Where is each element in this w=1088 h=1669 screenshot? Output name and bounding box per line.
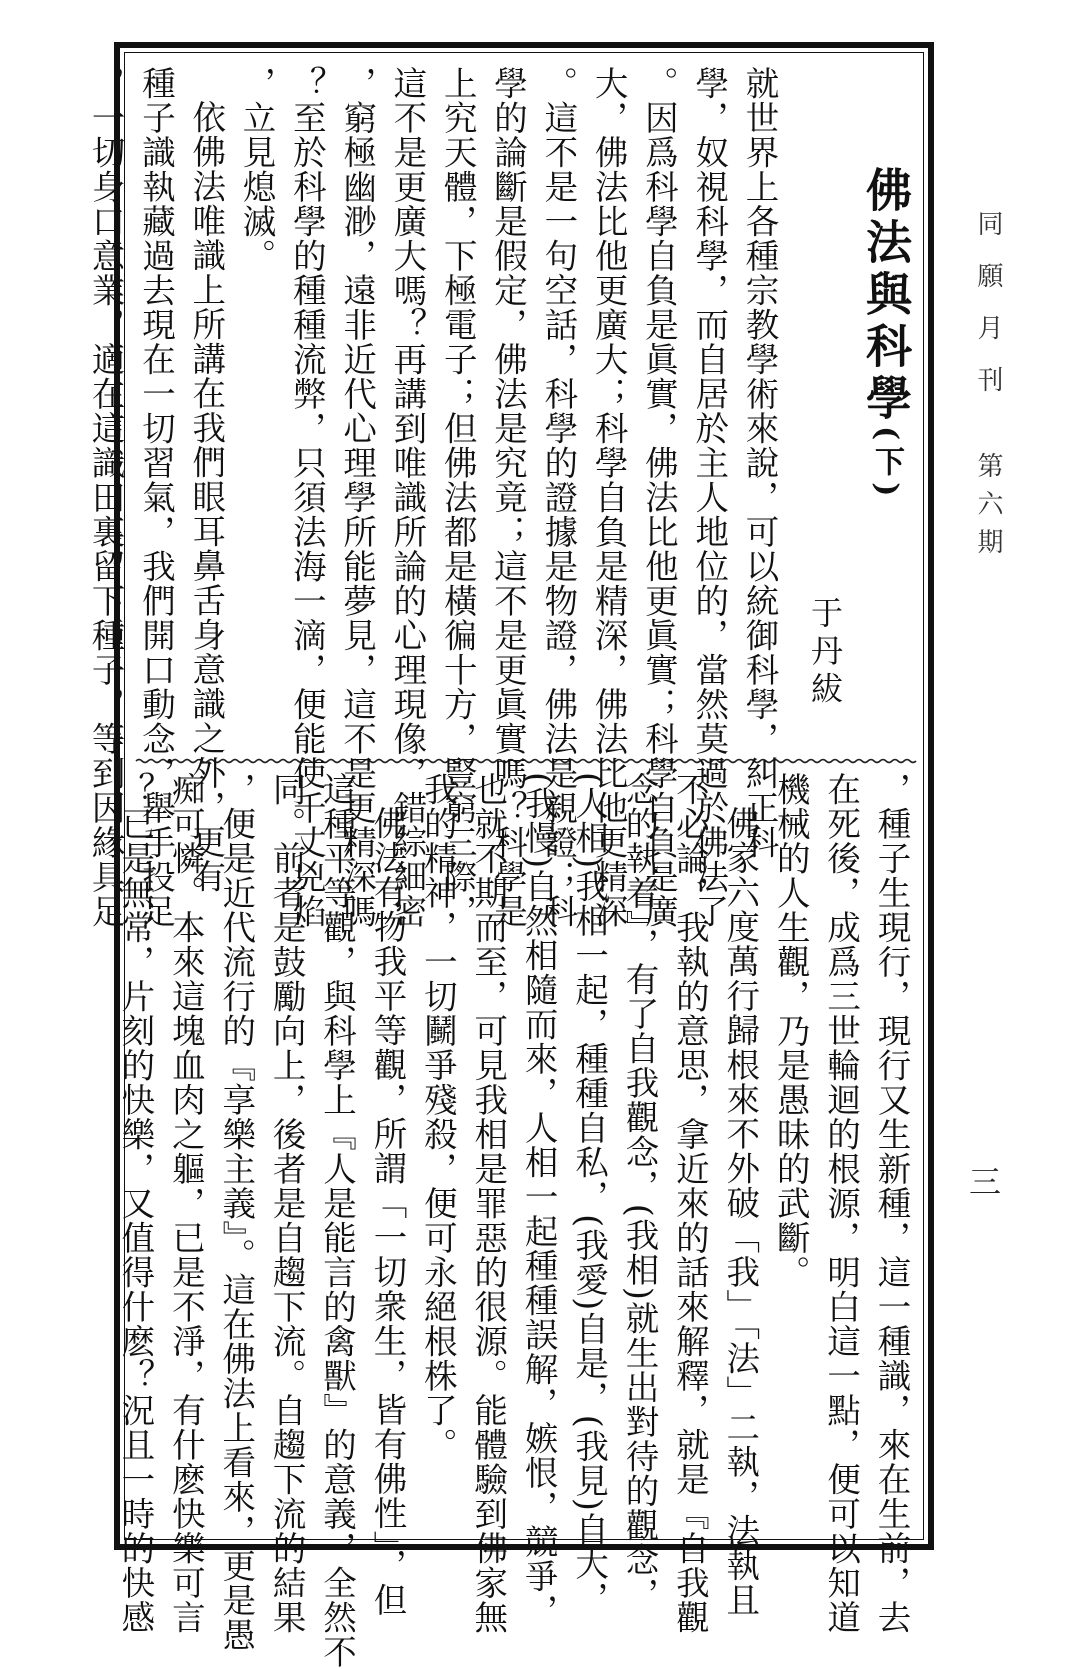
text-column: 就世界上各種宗教學術來說，可以統御科學，糾正科: [740, 66, 779, 860]
page-number: 三: [964, 1165, 1002, 1197]
text-column: ？已是無常，片刻的快樂，又值得什麽？況且一時的快感: [115, 772, 155, 1635]
lower-text-block: [115, 772, 916, 1669]
text-column: 。因爲科學自負是眞實，佛法比他更眞實；科學自負是廣: [639, 66, 679, 929]
text-column: 念的執着』，有了自我觀念，(我相)就生出對待的觀念，: [619, 772, 659, 1612]
text-column: 種子識執藏過去現在一切習氣，我們開口動念，舉手投足: [136, 66, 176, 929]
text-column: 大，佛法比他更廣大；科學自負是精深，佛法比他更精深: [589, 66, 629, 929]
text-column: ，立見熄滅。: [237, 66, 277, 273]
journal-name: 同願月刊: [973, 210, 1003, 418]
text-column: 同。前者是鼓勵向上，後者是自趨下流。自趨下流的結果: [267, 772, 307, 1635]
text-column: 依佛法唯識上所講在我們眼耳鼻舌身意識之外，更有: [186, 100, 226, 894]
text-column: 也就不期而至，可見我相是罪惡的很源。能體驗到佛家無: [468, 772, 508, 1635]
text-column: 不必論，我執的意思，拿近來的話來解釋，就是『自我觀: [670, 772, 710, 1635]
article-title: [856, 166, 916, 750]
text-column: 佛法有物我平等觀，所謂「一切衆生，皆有佛性」，但: [367, 806, 407, 1618]
text-column: 我的精神，一切鬭爭殘殺，便可永絕根株了。: [418, 772, 458, 1462]
text-column: 學，奴視科學，而自居於主人地位的，當然莫過於佛法了: [689, 66, 729, 929]
text-column: 上究天體，下極電子；但佛法都是橫徧十方，豎窮三際，: [438, 66, 478, 929]
text-column: ，一切身口意業，適在這識田裏留下種子，等到因緣具足: [86, 66, 126, 929]
text-column: 佛家六度萬行歸根來不外破「我」「法」二執，法執且: [720, 806, 760, 1618]
text-column: ，窮極幽渺，遠非近代心理學所能夢見，這不是更精深嗎: [337, 66, 377, 929]
text-column: ？至於科學的種種流弊，只須法海一滴，便能使千丈兇焰: [287, 66, 327, 929]
text-column: 在死後，成爲三世輪迴的根源，明白這一點，便可以知道: [821, 772, 861, 1635]
upper-text-block: [86, 66, 916, 929]
issue-number: 第六期: [973, 452, 1003, 567]
text-column: 。這不是一句空話，科學的證據是物證，佛法是親證；科: [538, 66, 578, 929]
text-column: 這種平等觀，與科學上『人是能言的禽獸』的意義，全然不: [317, 772, 357, 1669]
text-column: 這不是更廣大嗎？再講到唯識所論的心理現像，錯綜細密: [387, 66, 427, 929]
text-column: ，種子生現行，現行又生新種，這一種識，來在生前，去: [872, 772, 911, 1635]
text-column: 痴可憐。本來這塊血肉之軀，已是不淨，有什麽快樂可言: [166, 772, 206, 1635]
text-column: ，便是近代流行的『享樂主義』。這在佛法上看來，更是愚: [216, 772, 256, 1653]
text-column: (我慢)自然相隨而來，人相一起種種誤解，嫉恨，競爭，: [519, 772, 559, 1629]
running-head: [968, 210, 1008, 630]
title-suffix: (下): [869, 426, 904, 503]
text-column: (人相)我相一起，種種自私，(我愛)自是，(我見)自大，: [569, 772, 609, 1616]
author-name: 于丹紱: [806, 596, 844, 710]
title-main: 佛法與科學: [859, 166, 913, 426]
text-column: 學的論斷是假定，佛法是究竟；這不是更眞實嗎？科學是: [488, 66, 528, 929]
text-column: 機械的人生觀，乃是愚昧的武斷。: [771, 772, 811, 1290]
